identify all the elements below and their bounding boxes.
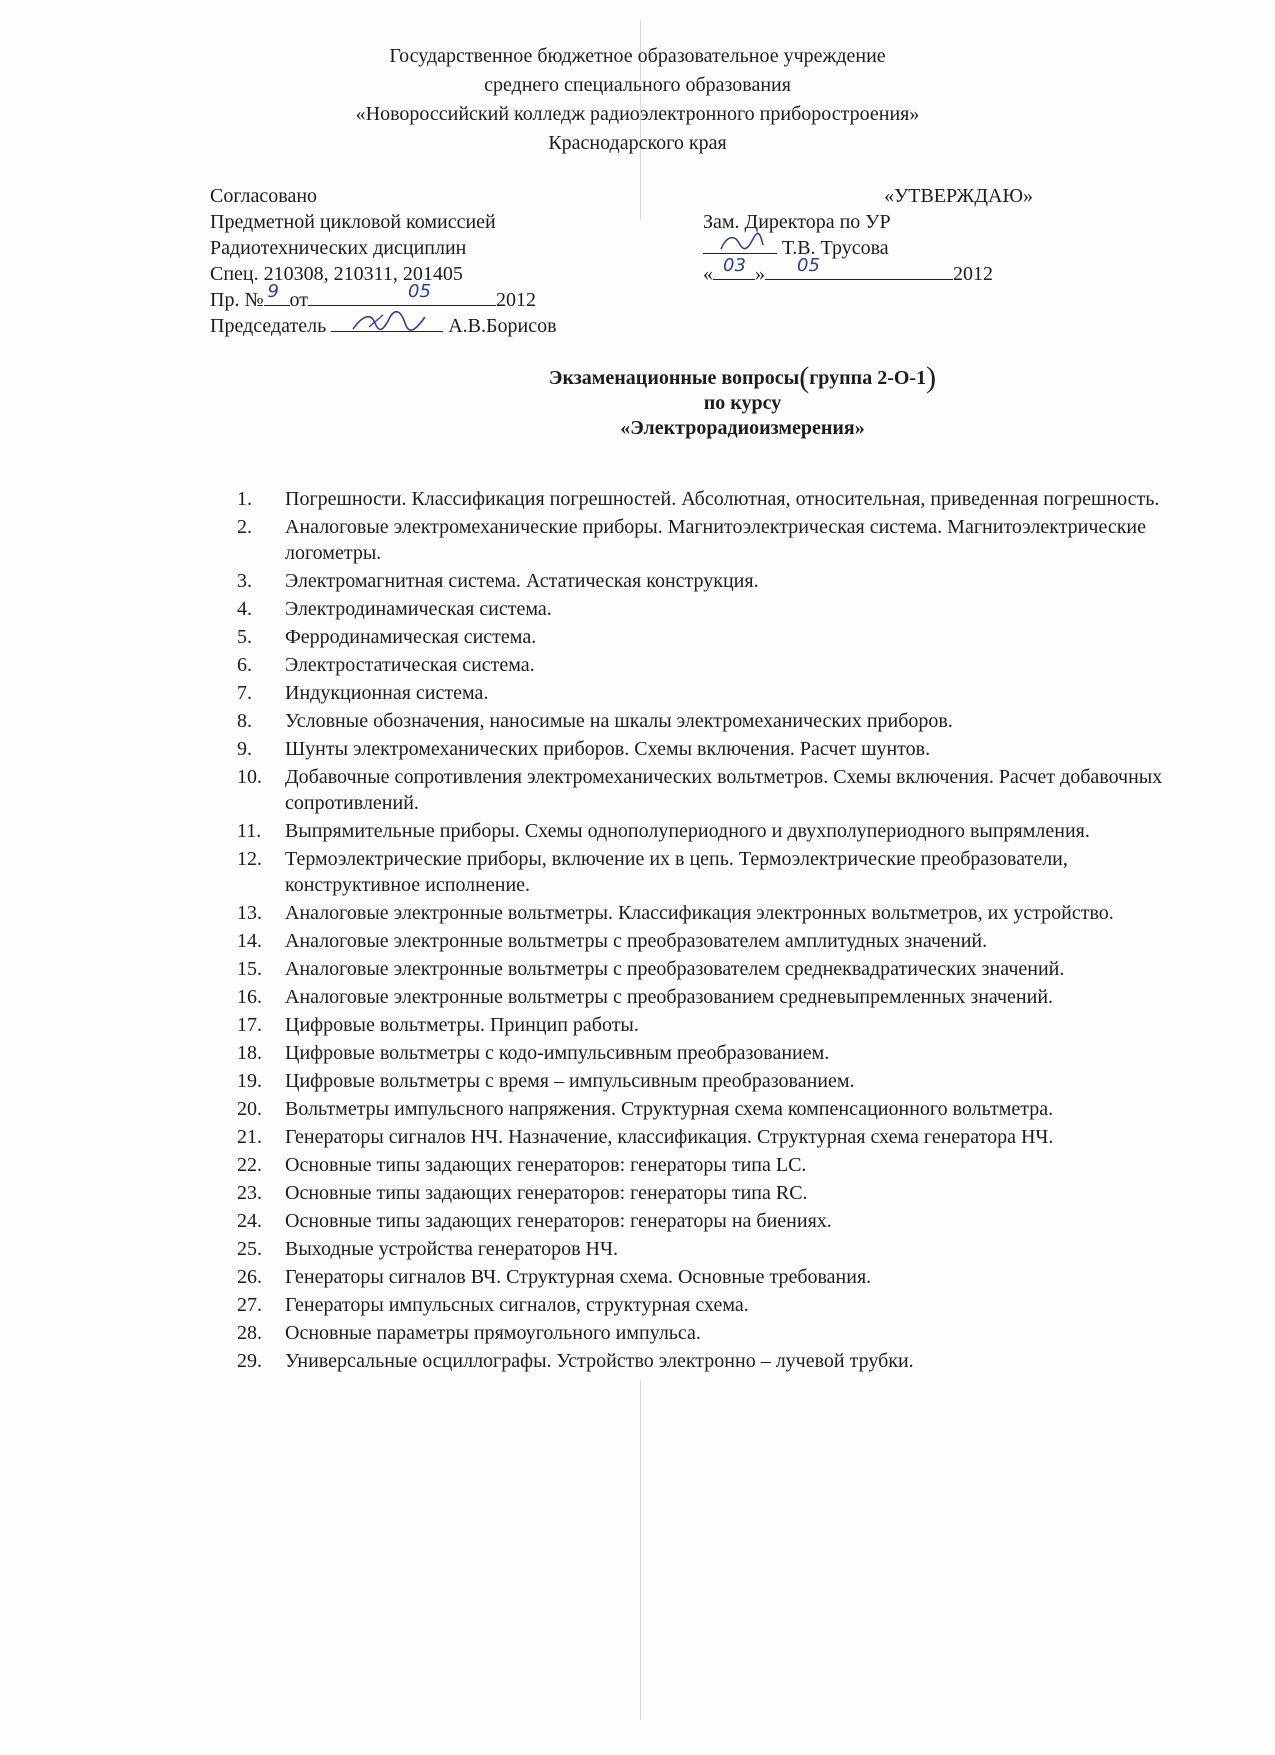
- question-text: Генераторы импульсных сигналов, структурная схема.: [285, 1294, 749, 1316]
- question-number: 12.: [237, 848, 262, 870]
- question-number: 15.: [237, 958, 262, 980]
- date-quote-close: »: [755, 263, 765, 285]
- question-number: 21.: [237, 1126, 262, 1148]
- approver-signature: [717, 231, 767, 255]
- question-item: [237, 1236, 1197, 1262]
- question-item: [237, 1096, 1197, 1122]
- question-item: [237, 736, 1197, 762]
- question-item: [237, 514, 1197, 566]
- bracket-close: ): [926, 361, 937, 394]
- approver-line: [703, 235, 1033, 261]
- question-item: [237, 680, 1197, 706]
- header-line: Краснодарского края: [548, 132, 727, 154]
- question-item: [237, 1348, 1197, 1374]
- approval-date-line: [703, 255, 1033, 287]
- question-item: [237, 1152, 1197, 1178]
- question-item: [237, 652, 1197, 678]
- question-number: 11.: [237, 820, 262, 842]
- question-number: 5.: [237, 626, 252, 648]
- question-number: 27.: [237, 1294, 262, 1316]
- agreed-line: Радиотехнических дисциплин: [210, 237, 467, 259]
- question-number: 13.: [237, 902, 262, 924]
- protocol-number-field: [264, 281, 290, 306]
- approver-position: Зам. Директора по УР: [703, 211, 891, 233]
- chair-signature-field: [331, 313, 443, 332]
- question-item: [237, 764, 1197, 816]
- question-number: 18.: [237, 1042, 262, 1064]
- chair-line: [210, 313, 557, 339]
- exam-group: группа 2-О-1: [809, 367, 927, 389]
- question-item: [237, 1264, 1197, 1290]
- question-number: 8.: [237, 710, 252, 732]
- approval-day: 03: [723, 255, 746, 276]
- protocol-date: 05: [408, 281, 431, 302]
- question-number: 9.: [237, 738, 252, 760]
- question-text: Аналоговые электронные вольтметры. Классификация электронных вольтметров, их устройство.: [285, 902, 1114, 924]
- question-item: [237, 1040, 1197, 1066]
- question-text: Погрешности. Классификация погрешностей. Абсолютная, относительная, приведенная погрешность.: [285, 488, 1160, 510]
- question-text: Основные типы задающих генераторов: генераторы на биениях.: [285, 1210, 832, 1232]
- exam-title-line: [210, 361, 1275, 394]
- question-text: Шунты электромеханических приборов. Схемы включения. Расчет шунтов.: [285, 738, 931, 760]
- question-number: 26.: [237, 1266, 262, 1288]
- question-item: [237, 568, 1197, 594]
- question-text: Цифровые вольтметры с кодо-импульсивным преобразованием.: [285, 1042, 830, 1064]
- exam-subtitle: по курсу: [703, 392, 782, 414]
- question-text: Условные обозначения, наносимые на шкалы электромеханических приборов.: [285, 710, 953, 732]
- chair-label: Председатель: [210, 315, 327, 337]
- question-text: Аналоговые электронные вольтметры с преобразованием средневыпремленных значений.: [285, 986, 1054, 1008]
- question-item: [237, 624, 1197, 650]
- question-text: Основные типы задающих генераторов: генераторы типа LC.: [285, 1154, 807, 1176]
- question-number: 2.: [237, 516, 252, 538]
- question-item: [237, 900, 1197, 926]
- question-text: Вольтметры импульсного напряжения. Структурная схема компенсационного вольтметра.: [285, 1098, 1054, 1120]
- exam-title: [210, 361, 1275, 441]
- question-text: Цифровые вольтметры с время – импульсивным преобразованием.: [285, 1070, 855, 1092]
- question-text: Термоэлектрические приборы, включение их в цепь. Термоэлектрические преобразователи, конструктивное исполнение.: [285, 848, 1068, 896]
- question-item: [237, 818, 1197, 844]
- question-item: [237, 928, 1197, 954]
- agreed-line: Предметной цикловой комиссией: [210, 211, 496, 233]
- question-number: 14.: [237, 930, 262, 952]
- chair-signature: [349, 309, 429, 335]
- question-item: [237, 1180, 1197, 1206]
- question-item: [237, 984, 1197, 1010]
- question-number: 4.: [237, 598, 252, 620]
- question-item: [237, 846, 1197, 898]
- institution-header: [0, 42, 1275, 158]
- question-text: Основные параметры прямоугольного импульса.: [285, 1322, 701, 1344]
- question-item: [237, 486, 1197, 512]
- question-number: 1.: [237, 488, 252, 510]
- question-item: [237, 1012, 1197, 1038]
- question-number: 24.: [237, 1210, 262, 1232]
- approved-title: «УТВЕРЖДАЮ»: [884, 185, 1033, 207]
- header-line: «Новороссийский колледж радиоэлектронного приборостроения»: [355, 103, 920, 125]
- protocol-number: 9: [267, 281, 279, 302]
- question-text: Выходные устройства генераторов НЧ.: [285, 1238, 618, 1260]
- question-item: [237, 708, 1197, 734]
- question-item: [237, 1320, 1197, 1346]
- agreed-block: [210, 183, 557, 339]
- question-number: 6.: [237, 654, 252, 676]
- header-line: среднего специального образования: [484, 74, 791, 96]
- protocol-prefix: Пр. №: [210, 289, 264, 311]
- question-text: Универсальные осциллографы. Устройство электронно – лучевой трубки.: [285, 1350, 914, 1372]
- question-item: [237, 1068, 1197, 1094]
- header-line: Государственное бюджетное образовательное учреждение: [389, 45, 886, 67]
- course-name: «Электрорадиоизмерения»: [620, 417, 865, 439]
- approver-name: Т.В. Трусова: [782, 237, 889, 259]
- question-item: [237, 1292, 1197, 1318]
- question-item: [237, 1208, 1197, 1234]
- question-text: Индукционная система.: [285, 682, 489, 704]
- question-text: Выпрямительные приборы. Схемы однополупериодного и двухполупериодного выпрямления.: [285, 820, 1090, 842]
- approver-signature-field: [703, 235, 777, 254]
- date-quote-open: «: [703, 263, 713, 285]
- exam-title-text: Экзаменационные вопросы: [548, 367, 800, 389]
- question-text: Аналоговые электронные вольтметры с преобразователем амплитудных значений.: [285, 930, 988, 952]
- question-item: [237, 596, 1197, 622]
- question-number: 22.: [237, 1154, 262, 1176]
- question-number: 19.: [237, 1070, 262, 1092]
- question-text: Генераторы сигналов НЧ. Назначение, классификация. Структурная схема генератора НЧ.: [285, 1126, 1054, 1148]
- question-number: 10.: [237, 766, 262, 788]
- question-item: [237, 956, 1197, 982]
- scan-artifact: [640, 1380, 641, 1720]
- question-number: 25.: [237, 1238, 262, 1260]
- question-number: 17.: [237, 1014, 262, 1036]
- question-text: Добавочные сопротивления электромеханических вольтметров. Схемы включения. Расчет добавочных сопротивлений.: [285, 766, 1163, 814]
- agreed-title: Согласовано: [210, 185, 318, 207]
- bracket-open: (: [799, 361, 810, 394]
- question-text: Ферродинамическая система.: [285, 626, 537, 648]
- question-text: Электростатическая система.: [285, 654, 535, 676]
- question-number: 28.: [237, 1322, 262, 1344]
- question-number: 29.: [237, 1350, 262, 1372]
- protocol-year: 2012: [496, 289, 537, 311]
- question-text: Генераторы сигналов ВЧ. Структурная схема. Основные требования.: [285, 1266, 872, 1288]
- question-list: [237, 486, 1197, 1376]
- question-number: 7.: [237, 682, 252, 704]
- protocol-date-field: [308, 281, 496, 306]
- approved-block: [703, 183, 1033, 287]
- question-text: Аналоговые электронные вольтметры с преобразователем среднеквадратических значений.: [285, 958, 1065, 980]
- approval-month: 05: [797, 255, 820, 276]
- approval-year: 2012: [953, 263, 993, 285]
- question-text: Электромагнитная система. Астатическая конструкция.: [285, 570, 759, 592]
- approval-day-field: [713, 255, 755, 280]
- protocol-from: от: [289, 289, 309, 311]
- question-number: 20.: [237, 1098, 262, 1120]
- question-text: Основные типы задающих генераторов: генераторы типа RC.: [285, 1182, 808, 1204]
- approval-month-field: [765, 255, 953, 280]
- agreed-line: Спец. 210308, 210311, 201405: [210, 263, 463, 285]
- question-number: 3.: [237, 570, 252, 592]
- question-number: 23.: [237, 1182, 262, 1204]
- question-text: Цифровые вольтметры. Принцип работы.: [285, 1014, 639, 1036]
- chair-name: А.В.Борисов: [448, 315, 557, 337]
- question-text: Электродинамическая система.: [285, 598, 552, 620]
- question-item: [237, 1124, 1197, 1150]
- question-text: Аналоговые электромеханические приборы. Магнитоэлектрическая система. Магнитоэлектрические логометры.: [285, 516, 1146, 564]
- question-number: 16.: [237, 986, 262, 1008]
